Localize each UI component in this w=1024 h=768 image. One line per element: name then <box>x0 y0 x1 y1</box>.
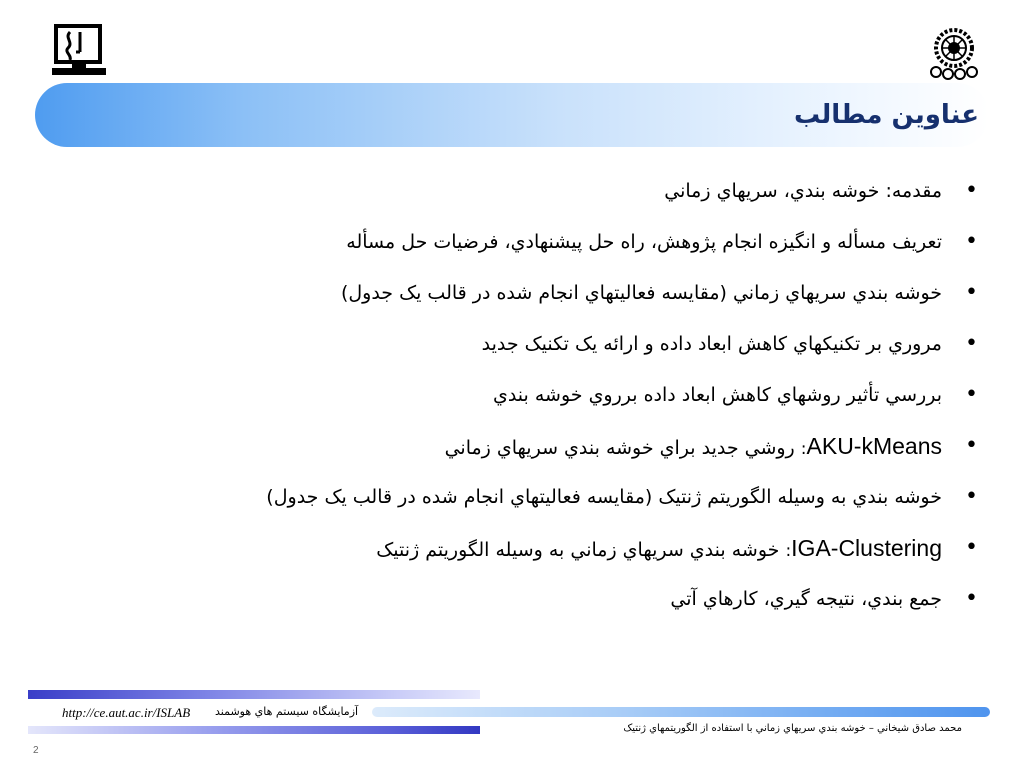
footer-bar-top <box>28 690 480 699</box>
bullet-text: خوشه بندي سريهاي زماني (مقايسه فعاليتهاي انجام شده در قالب يک جدول) <box>340 282 942 304</box>
bullet-text: مروري بر تکنيکهاي کاهش ابعاد داده و ارائه يک تکنيک جديد <box>481 333 942 355</box>
bullet-text: مقدمه: خوشه بندي، سريهاي زماني <box>664 180 942 202</box>
bullet-item <box>182 221 942 272</box>
bullet-text: خوشه بندي سريهاي زماني به وسيله الگوريتم ژنتيک <box>376 539 786 561</box>
slide-title: عناوين مطالب <box>794 100 979 130</box>
bullet-text: روشي جديد براي خوشه بندي سريهاي زماني <box>444 437 801 459</box>
footer-bar-bottom <box>28 726 480 734</box>
bullet-item <box>182 323 942 374</box>
bullet-text: تعريف مسأله و انگيزه انجام پژوهش، راه حل پيشنهادي، فرضيات حل مسأله <box>346 231 942 253</box>
bullet-text: خوشه بندي به وسيله الگوريتم ژنتيک (مقايسه فعاليتهاي انجام شده در قالب يک جدول) <box>266 486 942 508</box>
footer-bar-right <box>372 707 990 717</box>
footer-author-line: محمد صادق شيخاني – خوشه بندي سريهاي زماني با استفاده از الگوريتمهاي ژنتيک <box>623 723 962 734</box>
bullet-item <box>182 374 942 425</box>
bullet-list <box>182 170 942 629</box>
footer-lab-name: آزمايشگاه سيستم هاي هوشمند <box>215 705 359 718</box>
bullet-item <box>182 170 942 221</box>
separator: : <box>800 439 807 459</box>
algorithm-name: IGA-Clustering <box>791 535 942 561</box>
algorithm-name: AKU-kMeans <box>806 433 942 459</box>
separator: : <box>785 541 792 561</box>
page-number: 2 <box>33 745 39 756</box>
bullet-text: جمع بندي، نتيجه گيري، کارهاي آتي <box>670 588 942 610</box>
university-emblem-icon <box>924 22 984 82</box>
bullet-item <box>182 476 942 527</box>
computer-lab-icon <box>50 22 108 80</box>
bullet-text: بررسي تأثير روشهاي کاهش ابعاد داده برروي خوشه بندي <box>492 384 942 406</box>
footer-url[interactable]: http://ce.aut.ac.ir/ISLAB <box>62 705 191 720</box>
bullet-item <box>182 272 942 323</box>
bullet-item <box>182 425 942 476</box>
bullet-item <box>182 527 942 578</box>
bullet-item <box>182 578 942 629</box>
